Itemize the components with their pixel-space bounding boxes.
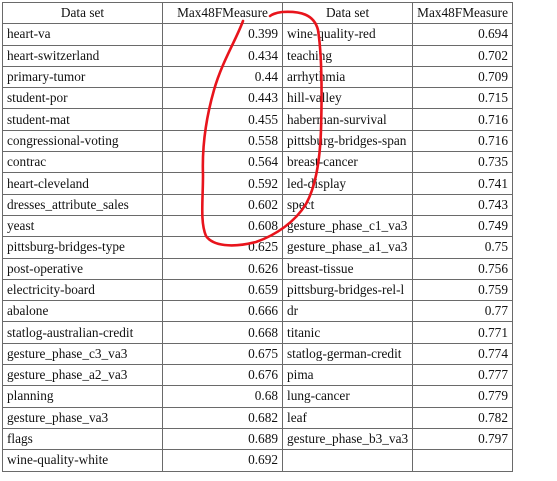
table-row [3, 215, 513, 236]
table-row [3, 450, 513, 471]
dataset-name-left: congressional-voting [3, 130, 163, 151]
metric-value-right: 0.694 [413, 24, 513, 45]
dataset-name-right: spect [283, 194, 413, 215]
header-dataset-right: Data set [283, 3, 413, 24]
metric-value-left: 0.44 [163, 66, 283, 87]
table-row [3, 279, 513, 300]
dataset-name-right: breast-tissue [283, 258, 413, 279]
dataset-name-left: statlog-australian-credit [3, 322, 163, 343]
table-row [3, 24, 513, 45]
dataset-name-left: student-mat [3, 109, 163, 130]
metric-value-left: 0.668 [163, 322, 283, 343]
dataset-name-left: heart-switzerland [3, 45, 163, 66]
metric-value-right: 0.743 [413, 194, 513, 215]
dataset-name-left: flags [3, 428, 163, 449]
metric-value-left: 0.675 [163, 343, 283, 364]
dataset-name-left: pittsburg-bridges-type [3, 237, 163, 258]
metric-value-right: 0.702 [413, 45, 513, 66]
metric-value-left: 0.666 [163, 301, 283, 322]
metric-value-right: 0.716 [413, 109, 513, 130]
metric-value-right: 0.756 [413, 258, 513, 279]
table-row [3, 258, 513, 279]
dataset-name-right: gesture_phase_a1_va3 [283, 237, 413, 258]
metric-value-left: 0.592 [163, 173, 283, 194]
table-row [3, 407, 513, 428]
header-dataset-left: Data set [3, 3, 163, 24]
header-metric-left: Max48FMeasure [163, 3, 283, 24]
metric-value-left: 0.455 [163, 109, 283, 130]
dataset-name-left: heart-cleveland [3, 173, 163, 194]
metric-value-right: 0.782 [413, 407, 513, 428]
metric-value-right: 0.735 [413, 152, 513, 173]
metric-value-right: 0.75 [413, 237, 513, 258]
metric-value-left: 0.602 [163, 194, 283, 215]
dataset-name-left: electricity-board [3, 279, 163, 300]
results-table [2, 2, 513, 472]
metric-value-right [413, 450, 513, 471]
dataset-name-right: dr [283, 301, 413, 322]
metric-value-right: 0.774 [413, 343, 513, 364]
table-row [3, 109, 513, 130]
metric-value-right: 0.709 [413, 66, 513, 87]
table-row [3, 237, 513, 258]
metric-value-right: 0.797 [413, 428, 513, 449]
dataset-name-right: pittsburg-bridges-span [283, 130, 413, 151]
dataset-name-left: heart-va [3, 24, 163, 45]
metric-value-right: 0.759 [413, 279, 513, 300]
table-row [3, 88, 513, 109]
table-row [3, 66, 513, 87]
table-row [3, 301, 513, 322]
dataset-name-right: wine-quality-red [283, 24, 413, 45]
dataset-name-left: planning [3, 386, 163, 407]
metric-value-left: 0.434 [163, 45, 283, 66]
metric-value-right: 0.77 [413, 301, 513, 322]
dataset-name-left: dresses_attribute_sales [3, 194, 163, 215]
metric-value-right: 0.771 [413, 322, 513, 343]
metric-value-left: 0.689 [163, 428, 283, 449]
results-table-container [2, 2, 513, 472]
metric-value-left: 0.564 [163, 152, 283, 173]
dataset-name-right [283, 450, 413, 471]
dataset-name-left: gesture_phase_a2_va3 [3, 365, 163, 386]
table-body [3, 24, 513, 471]
dataset-name-right: hill-valley [283, 88, 413, 109]
metric-value-right: 0.715 [413, 88, 513, 109]
dataset-name-right: gesture_phase_c1_va3 [283, 215, 413, 236]
dataset-name-left: primary-tumor [3, 66, 163, 87]
dataset-name-right: titanic [283, 322, 413, 343]
table-row [3, 173, 513, 194]
dataset-name-right: gesture_phase_b3_va3 [283, 428, 413, 449]
dataset-name-left: gesture_phase_va3 [3, 407, 163, 428]
metric-value-left: 0.659 [163, 279, 283, 300]
dataset-name-left: student-por [3, 88, 163, 109]
table-row [3, 45, 513, 66]
metric-value-left: 0.443 [163, 88, 283, 109]
metric-value-right: 0.741 [413, 173, 513, 194]
metric-value-left: 0.626 [163, 258, 283, 279]
header-metric-right: Max48FMeasure [413, 3, 513, 24]
dataset-name-right: statlog-german-credit [283, 343, 413, 364]
metric-value-left: 0.558 [163, 130, 283, 151]
dataset-name-left: contrac [3, 152, 163, 173]
dataset-name-right: pittsburg-bridges-rel-l [283, 279, 413, 300]
dataset-name-right: led-display [283, 173, 413, 194]
dataset-name-right: arrhythmia [283, 66, 413, 87]
metric-value-left: 0.399 [163, 24, 283, 45]
header-row [3, 3, 513, 24]
metric-value-right: 0.777 [413, 365, 513, 386]
table-row [3, 428, 513, 449]
dataset-name-right: pima [283, 365, 413, 386]
table-row [3, 365, 513, 386]
metric-value-right: 0.716 [413, 130, 513, 151]
metric-value-right: 0.749 [413, 215, 513, 236]
table-row [3, 386, 513, 407]
table-row [3, 343, 513, 364]
table-row [3, 322, 513, 343]
metric-value-left: 0.682 [163, 407, 283, 428]
dataset-name-right: breast-cancer [283, 152, 413, 173]
dataset-name-left: abalone [3, 301, 163, 322]
dataset-name-left: wine-quality-white [3, 450, 163, 471]
dataset-name-right: leaf [283, 407, 413, 428]
metric-value-left: 0.676 [163, 365, 283, 386]
metric-value-left: 0.692 [163, 450, 283, 471]
dataset-name-right: haberman-survival [283, 109, 413, 130]
dataset-name-right: lung-cancer [283, 386, 413, 407]
dataset-name-left: yeast [3, 215, 163, 236]
dataset-name-left: post-operative [3, 258, 163, 279]
dataset-name-right: teaching [283, 45, 413, 66]
metric-value-right: 0.779 [413, 386, 513, 407]
metric-value-left: 0.625 [163, 237, 283, 258]
table-row [3, 152, 513, 173]
metric-value-left: 0.68 [163, 386, 283, 407]
dataset-name-left: gesture_phase_c3_va3 [3, 343, 163, 364]
table-row [3, 194, 513, 215]
metric-value-left: 0.608 [163, 215, 283, 236]
table-row [3, 130, 513, 151]
